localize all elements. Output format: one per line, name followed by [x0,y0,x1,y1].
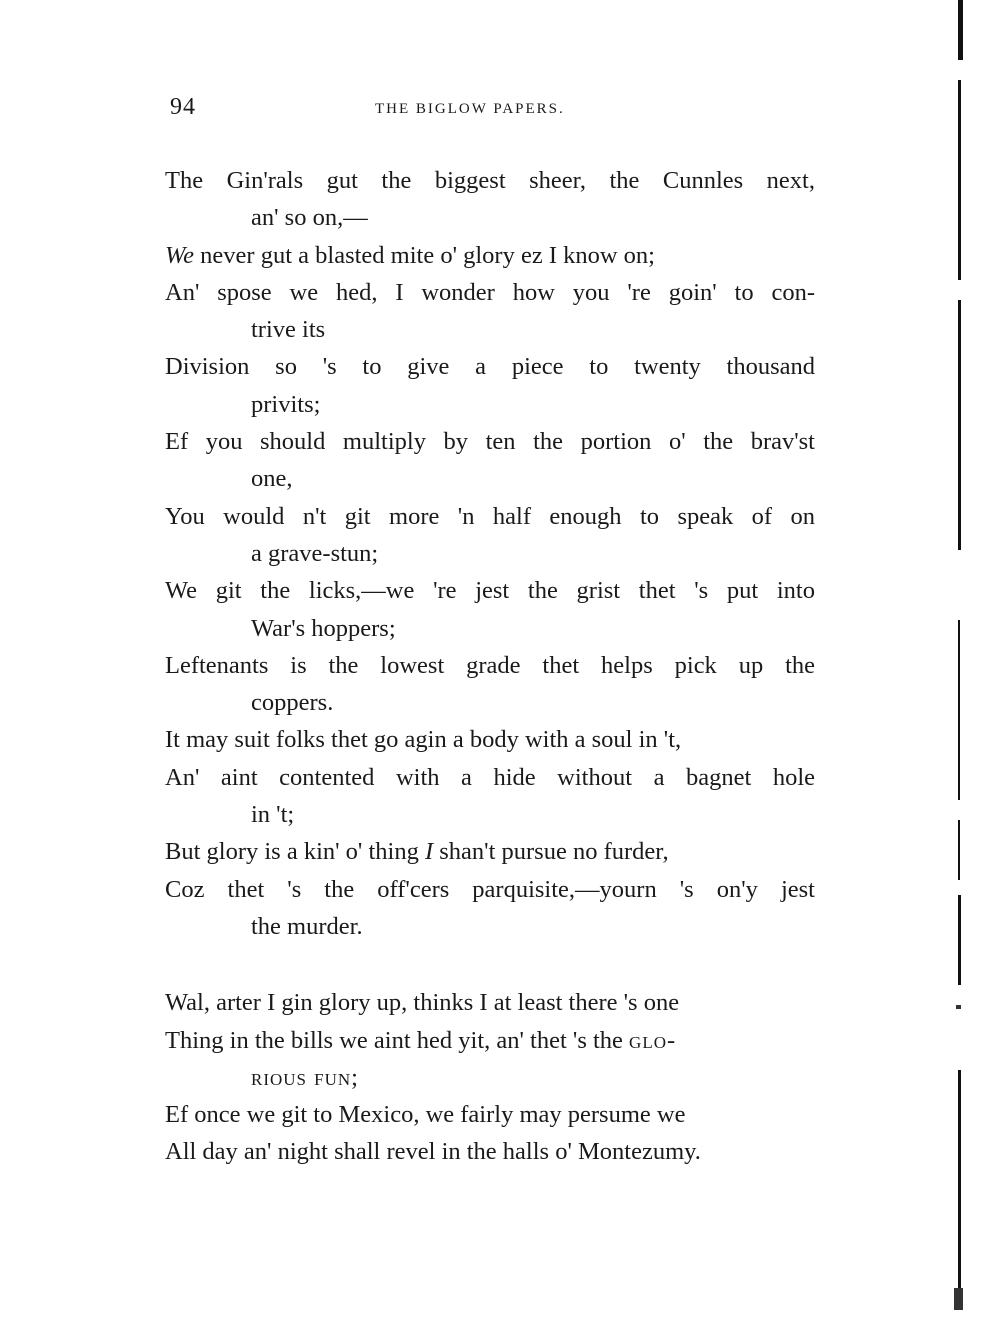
verse-line [165,833,815,870]
verse-line: You would n't git more 'n half enough to speak of on [165,502,815,530]
verse-line: We git the licks,—we 're jest the grist thet 's put into [165,577,815,605]
verse-line-continuation: War's hoppers; [251,614,396,642]
verse-line-continuation [165,1059,815,1096]
verse-line-continuation: an' so on,— [251,204,368,232]
verse-text: Thing in the bills we aint hed yit, an' thet 's the [165,1026,630,1054]
binding-edge-line [958,620,960,800]
verse-line: Division so 's to give a piece to twenty thousand [165,353,815,381]
binding-edge-mark [954,1288,963,1310]
verse-line-continuation: coppers. [251,689,334,717]
verse-line: The Gin'rals gut the biggest sheer, the Cunnles next, [165,167,815,194]
binding-edge-line [958,1070,961,1290]
stanza-2 [165,984,815,1170]
verse-line-continuation: a grave-stun; [251,539,379,567]
running-head: THE BIGLOW PAPERS. [375,101,565,117]
binding-edge-line [958,300,961,550]
verse-line: It may suit folks thet go agin a body with a soul in 't, [165,726,682,754]
verse-line: Ef once we git to Mexico, we fairly may persume we [165,1101,686,1129]
verse-line: Coz thet 's the off'cers parquisite,—yourn 's on'y jest [165,875,815,903]
verse-line-continuation: one, [251,465,293,493]
verse-line-continuation: privits; [251,390,321,418]
binding-edge-line [958,895,961,985]
small-caps-text: rious fun [251,1063,352,1091]
verse-text: But glory is a kin' o' thing [165,838,425,866]
binding-edge-line [958,80,961,280]
page-number: 94 [170,94,196,120]
verse-line-continuation: trive its [251,316,326,344]
verse-line-continuation: in 't; [251,801,295,829]
verse-line-continuation: the murder. [251,912,363,940]
verse-line [165,237,815,274]
verse-text: shan't pursue no furder, [433,838,669,866]
verse-text: ; [351,1063,358,1091]
verse-line: Wal, arter I gin glory up, thinks I at least there 's one [165,989,680,1017]
binding-edge-line [958,820,960,880]
verse-line [165,1022,815,1059]
binding-edge-line [958,0,963,60]
verse-body [165,162,815,1171]
binding-edge-mark [956,1005,961,1009]
verse-line: Leftenants is the lowest grade thet helps pick up the [165,651,815,679]
verse-line: All day an' night shall revel in the halls o' Montezumy. [165,1138,701,1166]
stanza-1 [165,162,815,945]
verse-line: An' aint contented with a hide without a bagnet hole [165,763,815,791]
italic-word: I [424,838,434,866]
italic-word: We [165,241,195,269]
verse-text: never gut a blasted mite o' glory ez I know on; [194,241,655,269]
verse-line: An' spose we hed, I wonder how you 're goin' to con- [165,278,815,306]
small-caps-text: glo- [629,1026,677,1054]
verse-line: Ef you should multiply by ten the portion o' the brav'st [165,428,815,456]
